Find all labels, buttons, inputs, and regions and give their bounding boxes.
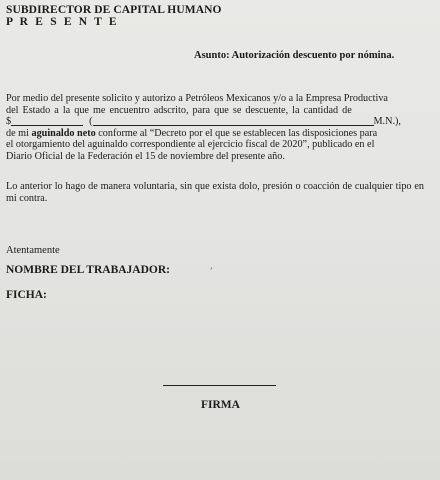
amount-words-blank (93, 116, 374, 126)
paragraph-line (6, 139, 424, 151)
signature-line (163, 385, 276, 386)
voluntary-paragraph: Lo anterior lo hago de manera voluntaria, sin que exista dolo, presión o coacción de cualquier tipo en mi contra. (6, 181, 424, 204)
amount-blank (11, 116, 83, 126)
signature-label: FIRMA (201, 399, 240, 411)
paragraph-text: Diario Oficial de la Federación el 15 de noviembre del presente año. (6, 150, 285, 162)
aguinaldo-emphasis: aguinaldo neto (31, 127, 96, 139)
stray-pen-mark: ʼ (210, 266, 213, 275)
recipient-heading: SUBDIRECTOR DE CAPITAL HUMANO (6, 4, 222, 16)
paragraph-text: de mi (6, 127, 32, 139)
paragraph-line (6, 151, 424, 163)
open-paren: ( (89, 116, 93, 128)
worker-name-label: NOMBRE DEL TRABAJADOR: (6, 264, 170, 276)
paragraph-line (6, 93, 424, 105)
subject-line: Asunto: Autorización descuento por nómina. (194, 50, 395, 61)
mn-suffix: M.N.), (373, 116, 401, 128)
amount-line (6, 116, 424, 128)
paragraph-text: conforme al “Decreto por el que se establecen las disposiciones para (95, 127, 378, 139)
ficha-label: FICHA: (6, 289, 47, 301)
currency-symbol: $ (6, 116, 12, 128)
authorization-paragraph (6, 93, 424, 163)
closing-text: Atentamente (6, 245, 60, 256)
paragraph-text: el otorgamiento del aguinaldo correspondiente al ejercicio fiscal de 2020”, publicado en el (6, 139, 375, 151)
paragraph-line (6, 105, 424, 117)
presente-heading: P R E S E N T E (6, 16, 119, 28)
paragraph-line (6, 128, 424, 140)
paragraph-text: Por medio del presente solicito y autorizo a Petróleos Mexicanos y/o a la Empresa Productiva (6, 93, 388, 104)
paragraph-text: del Estado a la que me encuentro adscrito, para que se descuente, la cantidad de (6, 104, 352, 116)
